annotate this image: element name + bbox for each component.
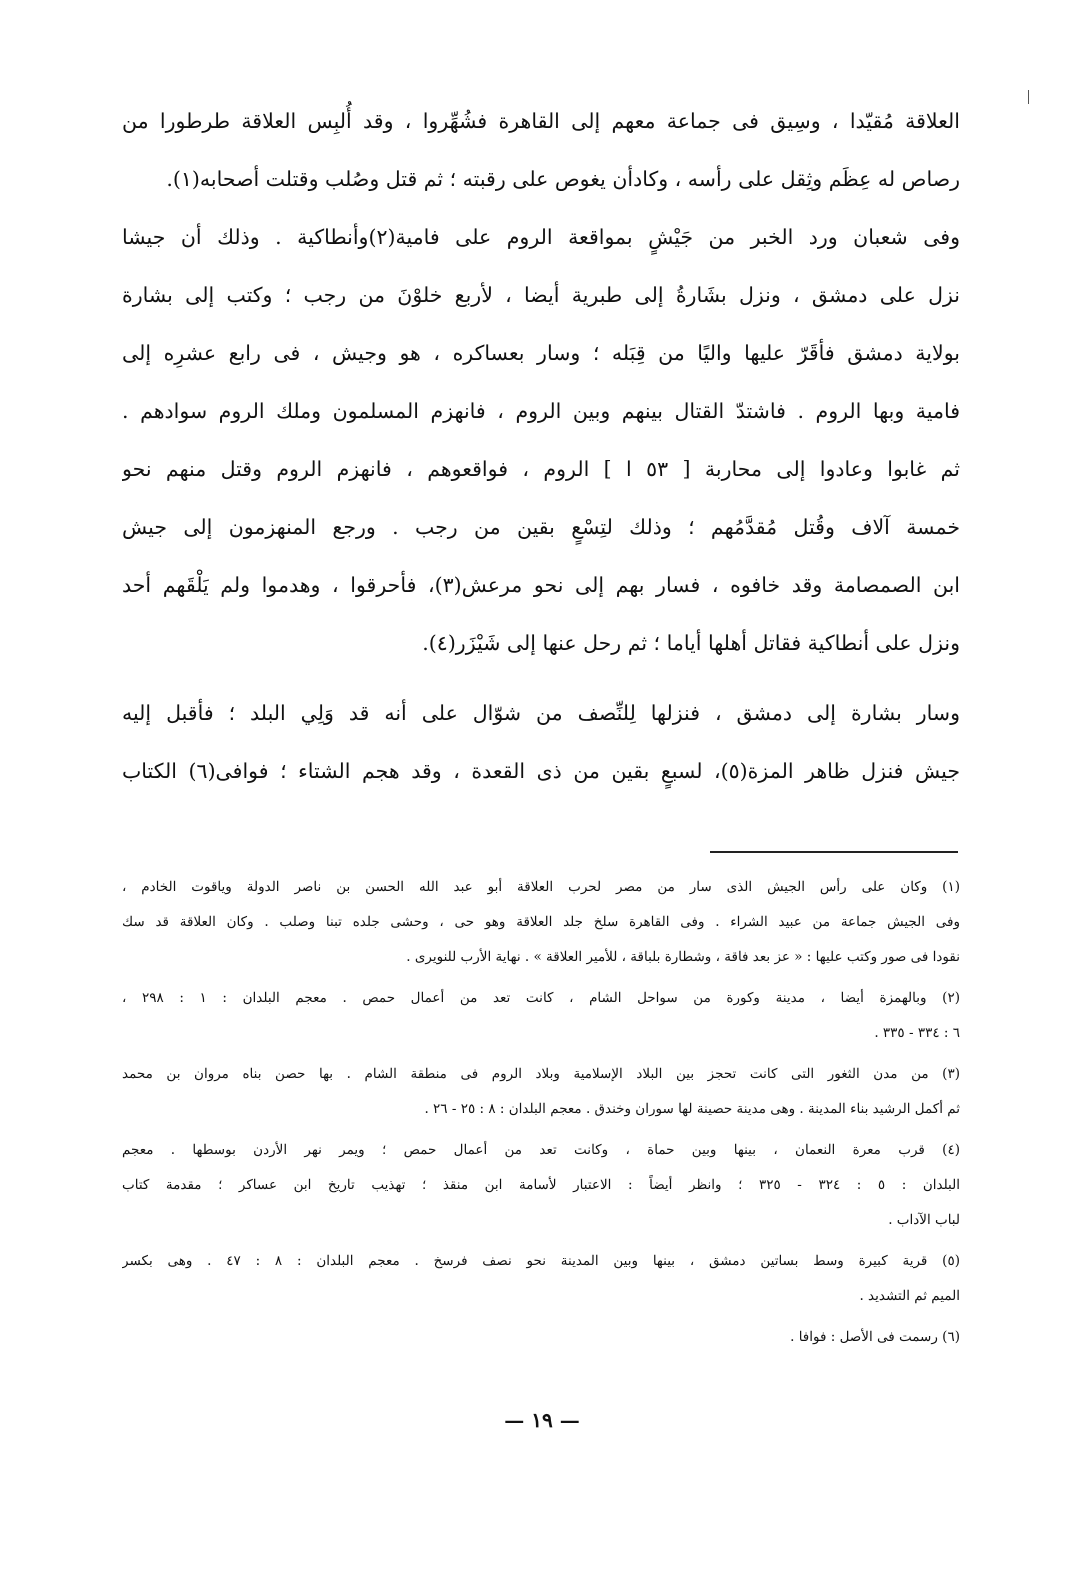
- main-text: [122, 92, 960, 800]
- footnote-line: (٥) قرية كبيرة وسط بساتين دمشق ، بينها وبين المدينة نحو نصف فرسخ . معجم البلدان : ٨ : ٤٧ . وهى بكسر: [122, 1253, 960, 1269]
- footnote-line: (٢) وبالهمزة أيضا ، مدينة وكورة من سواحل الشام ، كانت تعد من أعمال حمص . معجم البلدان : ١ : ٢٩٨ ،: [122, 990, 960, 1006]
- text-line: ابن الصمصامة وقد خافوه ، فسار بهم إلى نحو مرعش(٣)، فأحرقوا ، وهدموا ولم يَلْقَهم أحد: [122, 573, 960, 597]
- footnote-line: لباب الآداب .: [888, 1212, 960, 1228]
- page-number: — ١٩ —: [504, 1408, 580, 1432]
- paragraph: [122, 92, 960, 208]
- footnote-line: (١) وكان على رأس الجيش الذى سار من مصر لحرب العلاقة أبو عبد الله الحسن بن ناصر الدولة وياقوت الخادم ،: [122, 879, 960, 895]
- footnote-line: نقودا فى صور وكتب عليها : « عز بعد فاقة ، وشطارة بلباقة ، للأمير العلاقة » . نهاية الأرب للنويرى .: [406, 949, 960, 965]
- text-line: رصاص له عِظَم وثِقل على رأسه ، وكادأن يغوص على رقبته ؛ ثم قتل وصُلب وقتلت أصحابه(١).: [166, 167, 960, 191]
- footnote-line: (٣) من مدن الثغور التى كانت تحجز بين البلاد الإسلامية وبلاد الروم فى منطقة الشام . بها حصن بناه مروان بن محمد: [122, 1066, 960, 1082]
- text-line: بولاية دمشق فأقَرّ عليها واليًا من قِبَله ؛ وسار بعساكره ، هو وجيش ، فى رابع عشرِه إلى: [122, 341, 960, 365]
- footnotes: [122, 870, 960, 1361]
- footnote-line: وفى الجيش جماعة من عبيد الشراء . وفى القاهرة سلخ جلد العلاقة وهو حى ، وحشى جلده تبنا وصلب . وكان العلاقة قد سك: [122, 914, 960, 930]
- text-line: جيش فنزل ظاهر المزة(٥)، لسبعٍ بقين من ذى القعدة ، وقد هجم الشتاء ؛ فوافى(٦) الكتاب: [122, 759, 960, 783]
- text-line: نزل على دمشق ، ونزل بشَارةُ إلى طبرية أيضا ، لأربع خلوْنَ من رجب ؛ وكتب إلى بشارة: [122, 283, 960, 307]
- footnote-line: البلدان : ٥ : ٣٢٤ - ٣٢٥ ؛ وانظر أيضاً : الاعتبار لأسامة ابن منقذ ؛ تهذيب تاريخ ابن عساكر ؛ مقدمة كتاب: [122, 1177, 960, 1193]
- footnote-line: ٦ : ٣٣٤ - ٣٣٥ .: [874, 1025, 960, 1041]
- paragraph: [122, 208, 960, 672]
- footnote-line: ثم أكمل الرشيد بناء المدينة . وهى مدينة حصينة لها سوران وخندق . معجم البلدان : ٨ : ٢٥ - ٢٦ .: [424, 1101, 960, 1117]
- paragraph-gap: [122, 672, 960, 684]
- footnote-5: [122, 1244, 960, 1314]
- footnote-6: [122, 1320, 960, 1355]
- text-line: ونزل على أنطاكية فقاتل أهلها أياما ؛ ثم رحل عنها إلى شَيْزَر(٤).: [422, 631, 960, 655]
- scan-mark: [1028, 90, 1029, 104]
- text-line: العلاقة مُقيّدا ، وسِيق فى جماعة معهم إلى القاهرة فشُهِّروا ، وقد أُلبِس العلاقة طرطورا من: [122, 109, 960, 133]
- text-line: وفى شعبان ورد الخبر من جَيْشٍ بمواقعة الروم على فامية(٢)وأنطاكية . وذلك أن جيشا: [122, 225, 960, 249]
- text-line: فامية وبها الروم . فاشتدّ القتال بينهم وبين الروم ، فانهزم المسلمون وملك الروم سوادهم .: [122, 399, 960, 423]
- text-line: وسار بشارة إلى دمشق ، فنزلها لِلنِّصف من شوّال على أنه قد وَلِي البلد ؛ فأقبل إليه: [122, 701, 960, 725]
- text-line: خمسة آلاف وقُتل مُقدَّمُهم ؛ وذلك لتِسْعٍ بقين من رجب . ورجع المنهزمون إلى جيش: [122, 515, 960, 539]
- footnote-3: [122, 1057, 960, 1127]
- footnote-line: الميم ثم التشديد .: [859, 1288, 960, 1304]
- footnote-separator: [710, 851, 958, 853]
- footnote-2: [122, 981, 960, 1051]
- text-line: ثم غابوا وعادوا إلى محاربة [ ٥٣ ا ] الروم ، فواقعوهم ، فانهزم الروم وقتل منهم نحو: [122, 457, 960, 481]
- footnote-1: [122, 870, 960, 975]
- footnote-4: [122, 1133, 960, 1238]
- paragraph: [122, 684, 960, 800]
- footnote-line: (٦) رسمت فى الأصل : فوافا .: [790, 1329, 960, 1345]
- footnote-line: (٤) قرب معرة النعمان ، بينها وبين حماة ، وكانت تعد من أعمال حمص ؛ ويمر نهر الأردن بوسطها . معجم: [122, 1142, 960, 1158]
